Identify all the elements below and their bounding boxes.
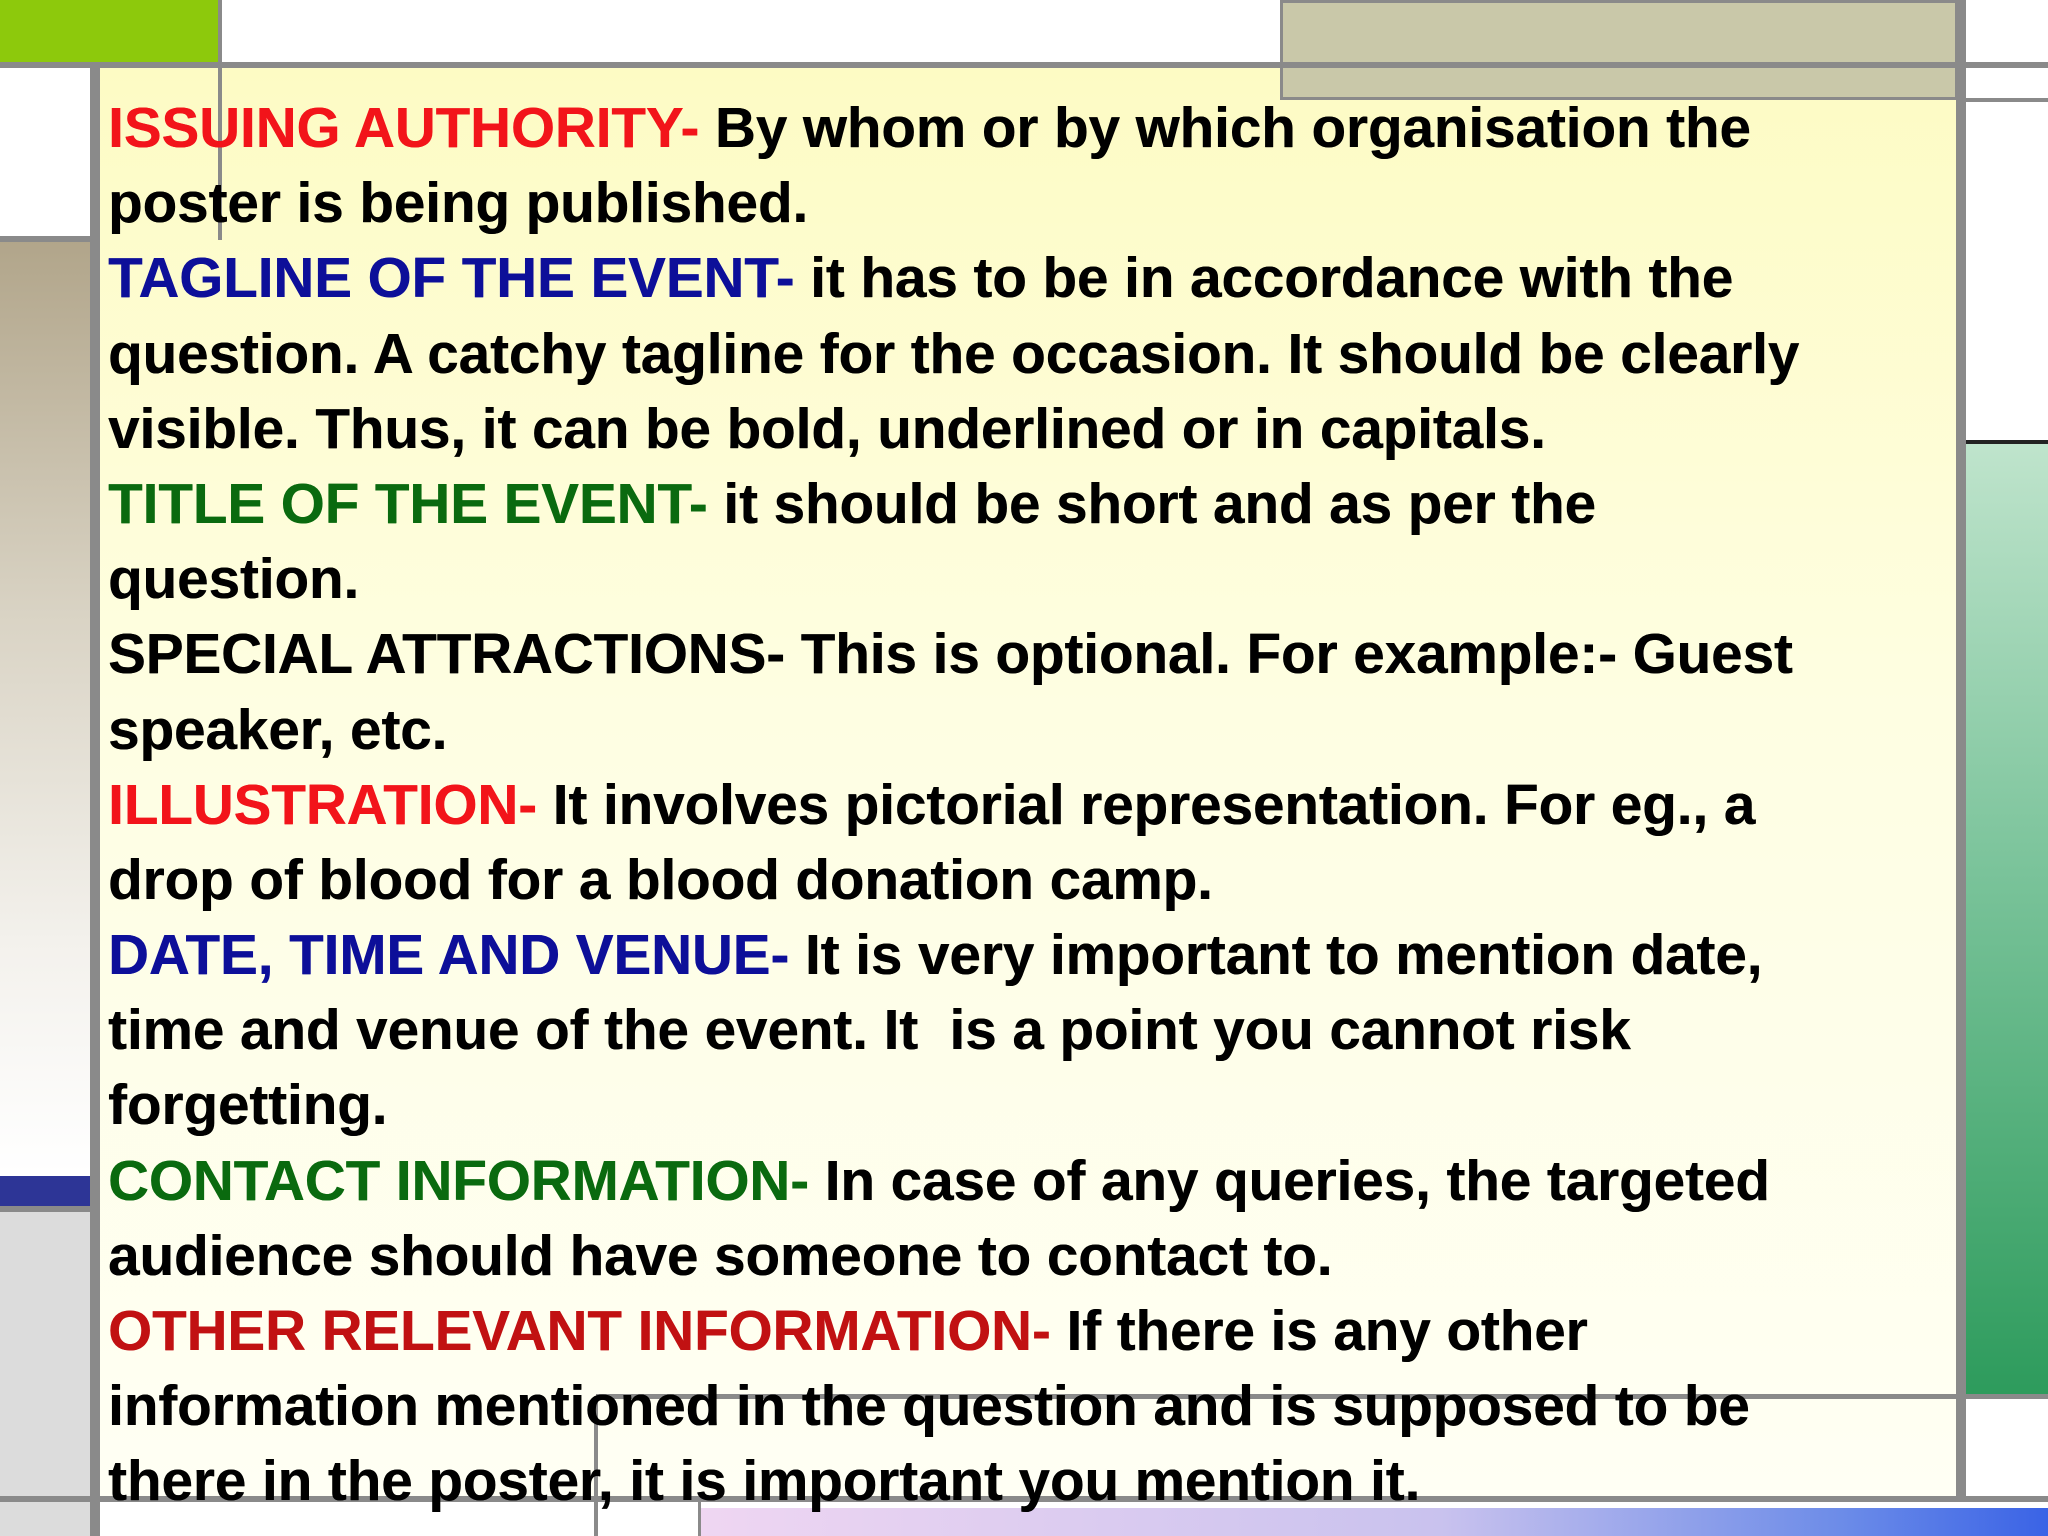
line-text: audience should have someone to contact to.: [108, 1223, 1333, 1287]
slide-line-12: [108, 917, 2008, 992]
slide-line-14: [108, 1067, 2008, 1142]
line-key: DATE, TIME AND VENUE-: [108, 923, 790, 987]
line-key: CONTACT INFORMATION-: [108, 1148, 809, 1212]
decor-left-blue-strip: [0, 1176, 96, 1208]
line-text: time and venue of the event. It is a point you cannot risk: [108, 998, 1631, 1062]
frame-line-top: [0, 62, 2048, 68]
slide-body: [108, 90, 2008, 1519]
slide-line-1: [108, 90, 2008, 165]
line-text: In case of any queries, the targeted: [808, 1148, 1770, 1212]
line-text: drop of blood for a blood donation camp.: [108, 847, 1213, 911]
slide-line-16: [108, 1218, 2008, 1293]
slide-line-3: [108, 240, 2008, 315]
frame-line-left-lower: [0, 1206, 96, 1212]
line-key: ILLUSTRATION-: [108, 772, 537, 836]
slide-line-19: [108, 1443, 2008, 1518]
line-key: TITLE OF THE EVENT-: [108, 471, 708, 535]
slide-line-5: [108, 391, 2008, 466]
line-text: This is optional. For example:- Guest: [784, 622, 1793, 686]
slide-line-11: [108, 842, 2008, 917]
decor-left-gradient: [0, 240, 96, 1174]
line-text: it should be short and as per the: [707, 471, 1596, 535]
line-text: By whom or by which organisation the: [699, 96, 1751, 159]
line-text: information mentioned in the question and is supposed to be: [108, 1374, 1750, 1438]
slide-line-13: [108, 992, 2008, 1067]
frame-line-left-upper: [0, 236, 96, 242]
slide-line-2: [108, 165, 2008, 240]
frame-line-left: [90, 62, 100, 1536]
slide-line-7: [108, 541, 2008, 616]
line-text: it has to be in accordance with the: [794, 246, 1734, 310]
line-text: there in the poster, it is important you mention it.: [108, 1449, 1421, 1513]
slide-line-4: [108, 316, 2008, 391]
line-text: speaker, etc.: [108, 697, 448, 761]
slide-line-15: [108, 1143, 2008, 1218]
line-text: question.: [108, 547, 360, 611]
line-key: SPECIAL ATTRACTIONS-: [108, 622, 785, 686]
slide-line-6: [108, 466, 2008, 541]
slide-line-9: [108, 692, 2008, 767]
slide-line-17: [108, 1293, 2008, 1368]
line-text: visible. Thus, it can be bold, underlined or in capitals.: [108, 396, 1546, 460]
line-text: question. A catchy tagline for the occasion. It should be clearly: [108, 321, 1800, 385]
line-text: poster is being published.: [108, 171, 809, 235]
line-text: It is very important to mention date,: [789, 923, 1763, 987]
slide-line-18: [108, 1368, 2008, 1443]
line-text: If there is any other: [1050, 1299, 1588, 1362]
line-text: forgetting.: [108, 1073, 388, 1137]
decor-green-block: [0, 0, 222, 66]
line-key: OTHER RELEVANT INFORMATION-: [108, 1299, 1051, 1362]
slide-line-10: [108, 767, 2008, 842]
slide-line-8: [108, 616, 2008, 691]
line-key: ISSUING AUTHORITY-: [108, 96, 700, 159]
decor-tan-block: [1280, 0, 1958, 100]
decor-left-grey-block: [0, 1210, 96, 1536]
line-key: TAGLINE OF THE EVENT-: [108, 246, 795, 310]
line-text: It involves pictorial representation. For eg., a: [536, 772, 1756, 836]
